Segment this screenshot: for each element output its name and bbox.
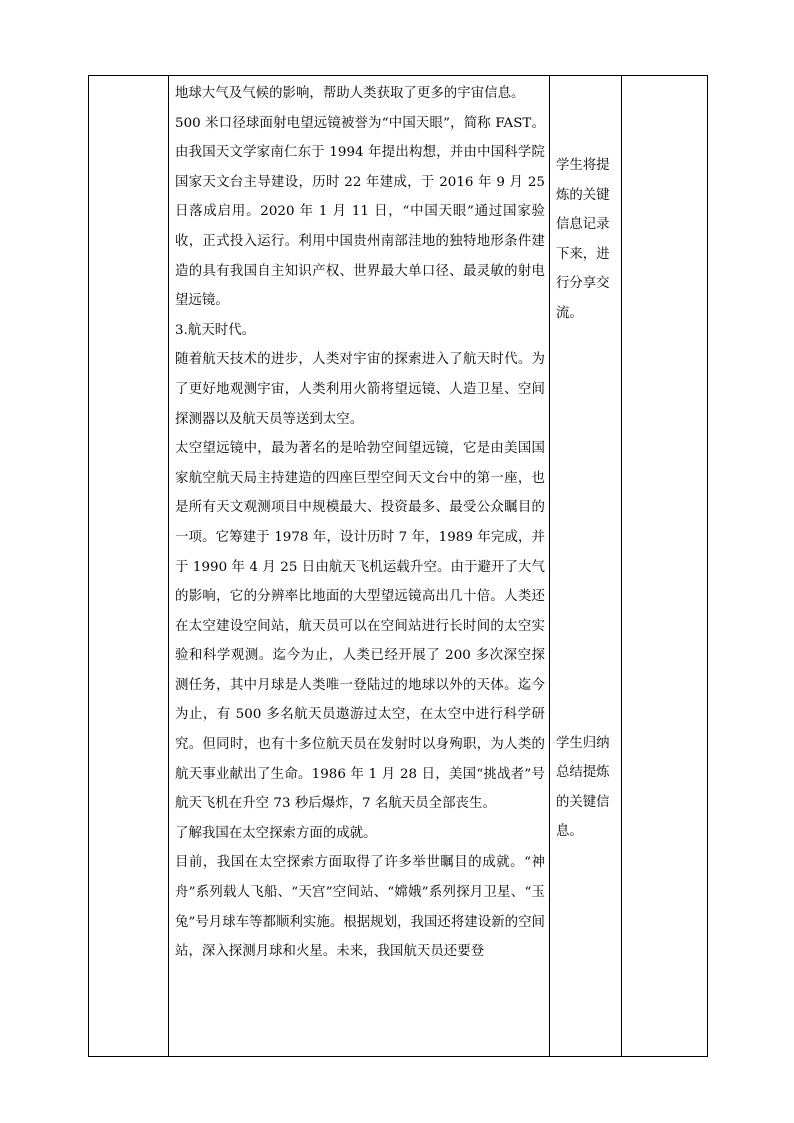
paragraph: 目前，我国在太空探索方面取得了许多举世瞩目的成就。“神舟”系列载人飞船、“天宫”空间站、“嫦娥”系列探月卫星、“玉兔”号月球车等都顺利实施。根据规划，我国还将建设新的空间站，深入探测月球和火星。未来，我国航天员还要登: [175, 855, 545, 960]
empty-cell-right: [622, 76, 708, 1057]
paragraph: 太空望远镜中，最为著名的是哈勃空间望远镜，它是由美国国家航空航天局主持建造的四座巨型空间天文台中的第一座，也是所有天文观测项目中规模最大、投资最多、最受公众瞩目的一项。它筹建于 1978 年，设计历时 7 年，1989 年完成，并于 1990 年 4 月 25 日由航天飞机运载升空。由于避开了大气的影响，它的分辨率比地面的大型望远镜高出几十倍。人类还在太空建设空间站，航天员可以在空间站进行长时间的太空实验和科学观测。迄今为止，人类已经开展了 200 多次深空探测任务，其中月球是人类唯一登陆过的地球以外的天体。迄今为止，有 500 多名航天员遨游过太空，在太空中进行科学研究。但同时，也有十多位航天员在发射时以身殉职，为人类的航天事业献出了生命。1986 年 1 月 28 日，美国“挑战者”号航天飞机在升空 73 秒后爆炸，7 名航天员全部丧生。: [175, 441, 545, 812]
paragraph: 随着航天技术的进步，人类对宇宙的探索进入了航天时代。为了更好地观测宇宙，人类利用火箭将望远镜、人造卫星、空间探测器以及航天员等送到太空。: [175, 352, 545, 427]
paragraph: 了解我国在太空探索方面的成就。: [175, 825, 377, 841]
empty-cell-left: [89, 76, 169, 1057]
side-note: 学生归纳总结提炼的关键信息。: [556, 735, 610, 840]
main-content: [169, 76, 549, 967]
side-note: 学生将提炼的关键信息记录下来，进行分享交流。: [556, 158, 610, 321]
student-activity-cell: [550, 76, 622, 1057]
paragraph: 3.航天时代。: [175, 322, 256, 338]
content-cell: [169, 76, 550, 1057]
table-row: [89, 76, 708, 1057]
paragraph: 500 米口径球面射电望远镜被誉为“中国天眼”，简称 FAST。由我国天文学家南仁东于 1994 年提出构想，并由中国科学院国家天文台主导建设，历时 22 年建成，于 2016 年 9 月 25 日落成启用。2020 年 1 月 11 日，“中国天眼”通过国家验收，正式投入运行。利用中国贵州南部洼地的独特地形条件建造的具有我国自主知识产权、世界最大单口径、最灵敏的射电望远镜。: [175, 115, 545, 309]
lesson-plan-table: [88, 75, 708, 1057]
paragraph: 地球大气及气候的影响，帮助人类获取了更多的宇宙信息。: [175, 86, 525, 101]
